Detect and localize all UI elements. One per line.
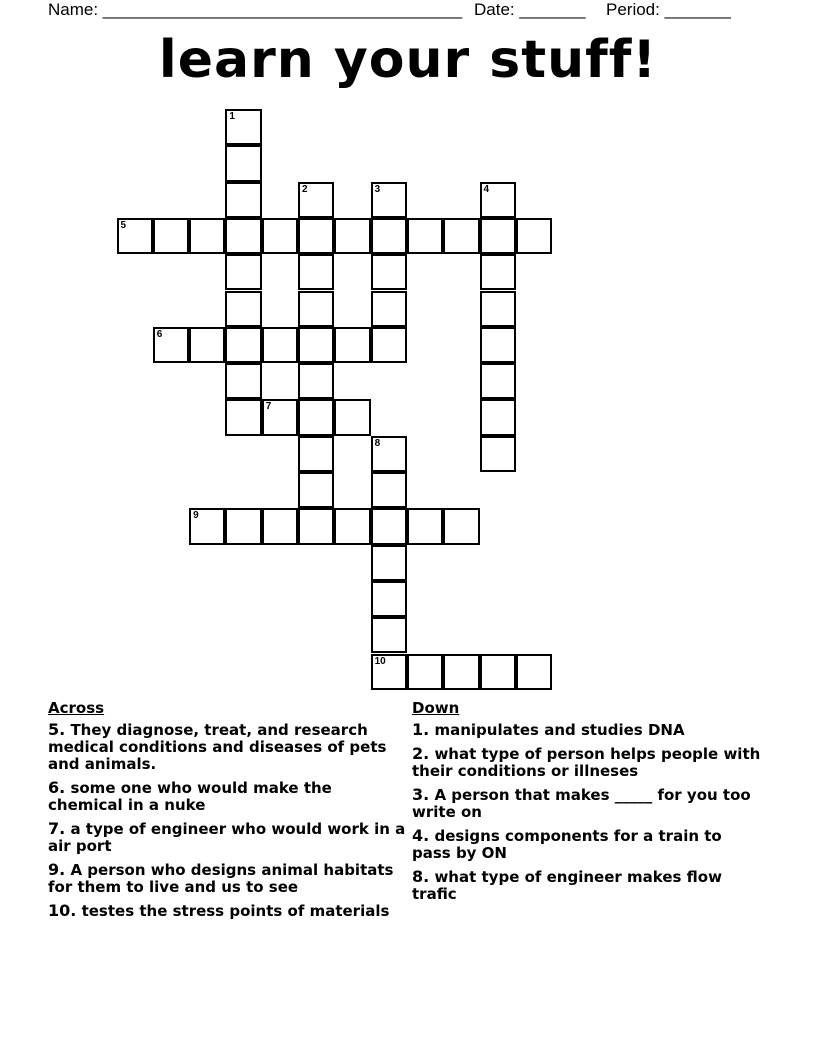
grid-cell[interactable] [371, 436, 407, 472]
cell-number: 2 [302, 183, 308, 195]
grid-cell[interactable] [298, 254, 334, 290]
grid-cell[interactable] [189, 218, 225, 254]
grid-cell[interactable] [371, 508, 407, 544]
grid-cell[interactable] [334, 218, 370, 254]
clue-across-5: 5. They diagnose, treat, and research medical conditions and diseases of pets and animals. [48, 720, 387, 773]
across-heading: Across [48, 699, 105, 717]
grid-cell[interactable] [371, 182, 407, 218]
grid-cell[interactable] [480, 399, 516, 435]
grid-cell[interactable] [480, 182, 516, 218]
grid-cell[interactable] [371, 327, 407, 363]
grid-cell[interactable] [225, 145, 261, 181]
grid-cell[interactable] [153, 327, 189, 363]
grid-cell[interactable] [153, 218, 189, 254]
clue-across-10: 10. testes the stress points of materials [48, 901, 390, 920]
grid-cell[interactable] [480, 327, 516, 363]
grid-cell[interactable] [407, 218, 443, 254]
grid-cell[interactable] [298, 327, 334, 363]
grid-cell[interactable] [371, 472, 407, 508]
grid-cell[interactable] [298, 399, 334, 435]
clue-across-6: 6. some one who would make the chemical in a nuke [48, 778, 332, 814]
cell-number: 8 [374, 437, 381, 449]
grid-cell[interactable] [480, 363, 516, 399]
grid-cell[interactable] [371, 654, 407, 690]
clue-down-8: 8. what type of engineer makes flow trafic [412, 867, 722, 903]
grid-cell[interactable] [225, 254, 261, 290]
grid-cell[interactable] [189, 508, 225, 544]
grid-cell[interactable] [262, 399, 298, 435]
cell-number: 5 [120, 219, 127, 231]
grid-cell[interactable] [225, 363, 261, 399]
grid-cell[interactable] [117, 218, 153, 254]
period-field[interactable]: Period: _______ [606, 0, 731, 19]
down-heading: Down [412, 699, 460, 717]
grid-cell[interactable] [516, 218, 552, 254]
grid-cell[interactable] [298, 508, 334, 544]
grid-cell[interactable] [262, 508, 298, 544]
clue-across-7: 7. a type of engineer who would work in a air port [48, 819, 406, 855]
grid-cell[interactable] [334, 508, 370, 544]
grid-cell[interactable] [225, 182, 261, 218]
grid-cell[interactable] [225, 109, 261, 145]
date-field[interactable]: Date: _______ [474, 0, 586, 19]
grid-cell[interactable] [371, 581, 407, 617]
grid-cell[interactable] [371, 254, 407, 290]
grid-cell[interactable] [480, 218, 516, 254]
grid-cell[interactable] [480, 254, 516, 290]
clue-across-9: 9. A person who designs animal habitats for them to live and us to see [48, 860, 394, 896]
clue-down-1: 1. manipulates and studies DNA [412, 720, 685, 739]
grid-cell[interactable] [225, 399, 261, 435]
cell-number: 6 [156, 328, 163, 340]
grid-cell[interactable] [298, 472, 334, 508]
grid-cell[interactable] [371, 291, 407, 327]
grid-cell[interactable] [371, 545, 407, 581]
clue-down-3: 3. A person that makes _____ for you too write on [412, 785, 751, 821]
cell-number: 7 [265, 401, 272, 413]
grid-cell[interactable] [443, 508, 479, 544]
cell-number: 10 [374, 655, 386, 667]
grid-cell[interactable] [480, 654, 516, 690]
cell-number: 3 [374, 183, 381, 195]
grid-cell[interactable] [298, 436, 334, 472]
grid-cell[interactable] [262, 218, 298, 254]
grid-cell[interactable] [480, 291, 516, 327]
clue-down-2: 2. what type of person helps people with their conditions or illneses [412, 744, 761, 780]
grid-cell[interactable] [443, 654, 479, 690]
page-title: learn your stuff! [158, 30, 658, 90]
cell-number: 9 [193, 510, 199, 522]
grid-cell[interactable] [189, 327, 225, 363]
grid-cell[interactable] [298, 218, 334, 254]
grid-cell[interactable] [371, 617, 407, 653]
grid-cell[interactable] [298, 182, 334, 218]
grid-cell[interactable] [298, 291, 334, 327]
grid-cell[interactable] [225, 291, 261, 327]
grid-cell[interactable] [225, 327, 261, 363]
clue-down-4: 4. designs components for a train to pass by ON [412, 826, 722, 862]
grid-cell[interactable] [225, 508, 261, 544]
grid-cell[interactable] [407, 508, 443, 544]
grid-cell[interactable] [262, 327, 298, 363]
name-field[interactable]: Name: ______________________________________ [48, 0, 463, 19]
grid-cell[interactable] [371, 218, 407, 254]
grid-cell[interactable] [480, 436, 516, 472]
grid-cell[interactable] [407, 654, 443, 690]
down-clues [412, 700, 762, 909]
grid-cell[interactable] [334, 327, 370, 363]
grid-cell[interactable] [443, 218, 479, 254]
grid-cell[interactable] [334, 399, 370, 435]
across-clues [48, 700, 408, 926]
grid-cell[interactable] [298, 363, 334, 399]
cell-number: 1 [229, 111, 235, 122]
grid-cell[interactable] [225, 218, 261, 254]
cell-number: 4 [483, 183, 490, 195]
grid-cell[interactable] [516, 654, 552, 690]
